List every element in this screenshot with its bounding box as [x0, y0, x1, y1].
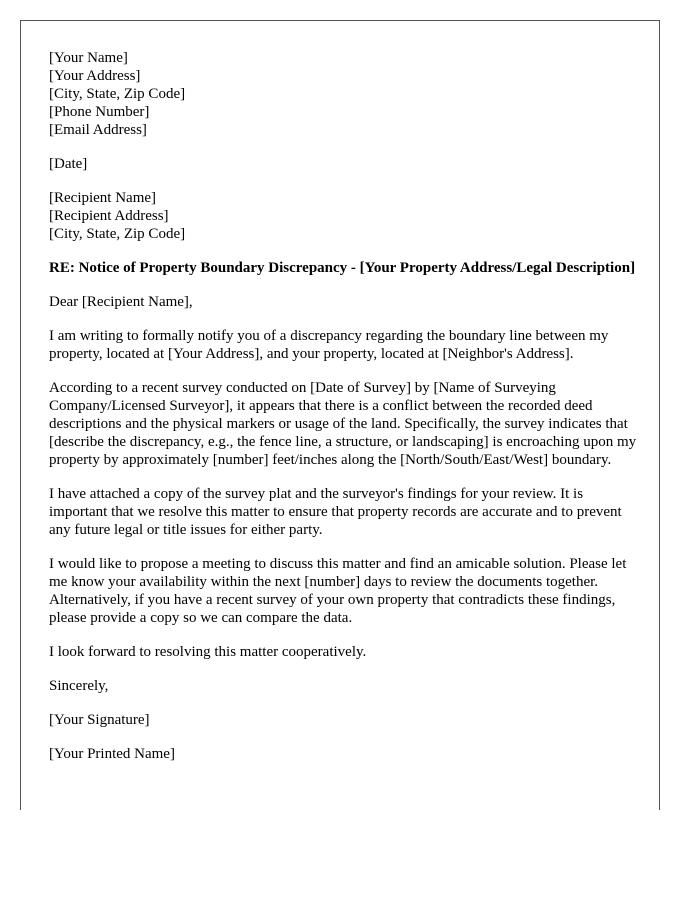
salutation: Dear [Recipient Name],	[49, 294, 193, 310]
body-paragraph-5: I look forward to resolving this matter cooperatively.	[49, 644, 367, 660]
printed-name: [Your Printed Name]	[49, 746, 175, 762]
recipient-city-state-zip: [City, State, Zip Code]	[49, 226, 186, 242]
sender-address: [Your Address]	[49, 68, 141, 84]
sender-phone: [Phone Number]	[49, 104, 150, 120]
body-paragraph-1: I am writing to formally notify you of a discrepancy regarding the boundary line between my property, located at [Your Address], and your property, located at [Neighbor's Address].	[49, 328, 609, 362]
letter-date: [Date]	[49, 156, 88, 172]
recipient-address: [Recipient Address]	[49, 208, 169, 224]
recipient-block	[49, 189, 639, 243]
sender-city-state-zip: [City, State, Zip Code]	[49, 86, 186, 102]
signature-placeholder: [Your Signature]	[49, 712, 150, 728]
sender-block	[49, 49, 639, 139]
sender-name: [Your Name]	[49, 50, 128, 66]
sender-email: [Email Address]	[49, 122, 147, 138]
subject-line: RE: Notice of Property Boundary Discrepancy - [Your Property Address/Legal Description]	[49, 260, 636, 276]
body-paragraph-3: I have attached a copy of the survey plat and the surveyor's findings for your review. It is important that we resolve this matter to ensure that property records are accurate and to prevent any future legal or title issues for either party.	[49, 486, 622, 538]
letter-page	[20, 20, 660, 810]
body-paragraph-4: I would like to propose a meeting to discuss this matter and find an amicable solution. Please let me know your availability within the next [number] days to review the documents together. Alternatively, if you have a recent survey of your own property that contradicts these findings, please provide a copy so we can compare the data.	[49, 556, 627, 626]
closing: Sincerely,	[49, 678, 109, 694]
letter-content	[49, 49, 639, 763]
recipient-name: [Recipient Name]	[49, 190, 157, 206]
body-paragraph-2: According to a recent survey conducted on [Date of Survey] by [Name of Surveying Company/Licensed Surveyor], it appears that there is a conflict between the recorded deed descriptions and the physical markers or usage of the land. Specifically, the survey indicates that [describe the discrepancy, e.g., the fence line, a structure, or landscaping] is encroaching upon my property by approximately [number] feet/inches along the [North/South/East/West] boundary.	[49, 380, 637, 468]
